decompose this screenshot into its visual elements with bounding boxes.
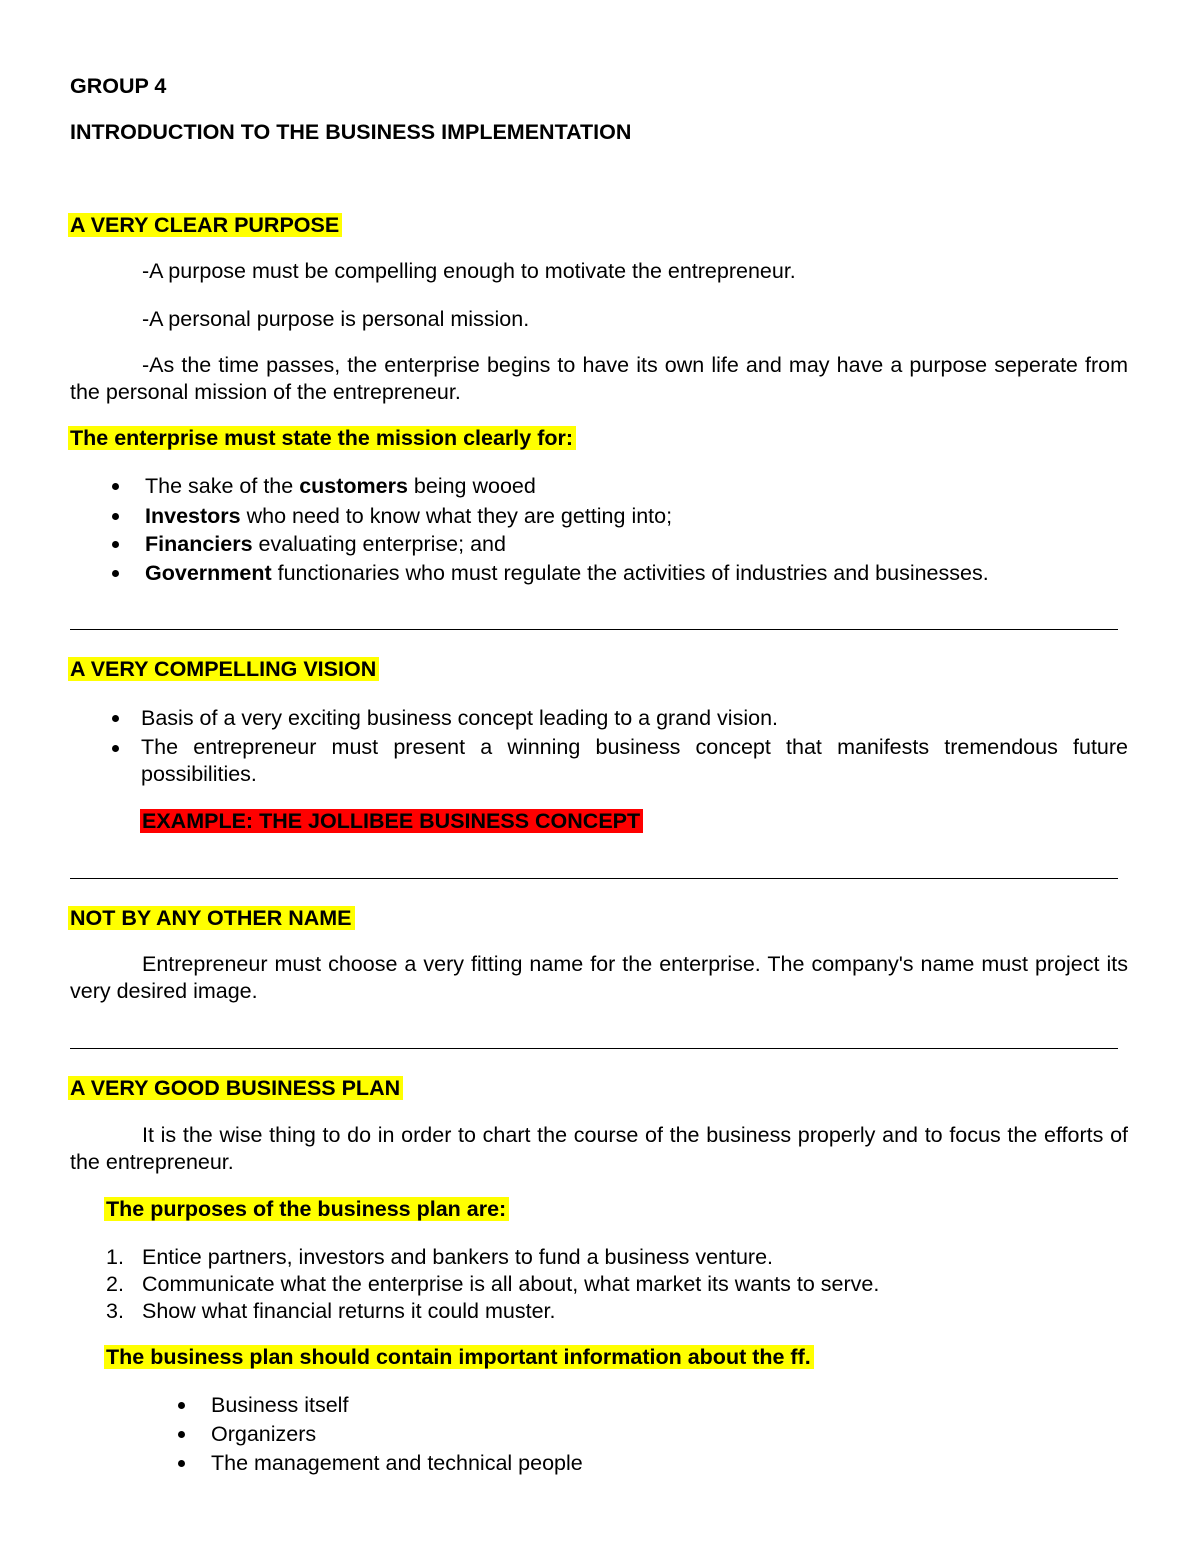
bullet-icon <box>112 715 119 722</box>
section-divider <box>70 878 1118 879</box>
heading-highlight: A VERY GOOD BUSINESS PLAN <box>68 1076 403 1100</box>
list-item-bold: Investors <box>145 504 241 528</box>
list-item-text: Entice partners, investors and bankers to fund a business venture. <box>142 1245 774 1269</box>
list-item-text: The entrepreneur must present a winning business concept that manifests tremendous future possibilities. <box>141 735 1128 786</box>
list-item <box>106 1297 555 1325</box>
list-item-bold: Government <box>145 561 272 585</box>
heading-highlight: A VERY CLEAR PURPOSE <box>68 213 342 237</box>
list-item-text: Business itself <box>211 1393 349 1417</box>
section-heading-name <box>70 906 355 931</box>
section-divider <box>70 1048 1118 1049</box>
section-heading-vision <box>70 657 379 682</box>
list-item-text: Basis of a very exciting business concept leading to a grand vision. <box>141 706 779 730</box>
list-item-text: Organizers <box>211 1422 317 1446</box>
example-highlight: EXAMPLE: THE JOLLIBEE BUSINESS CONCEPT <box>140 809 643 833</box>
contents-subheading <box>106 1345 814 1370</box>
document-title: INTRODUCTION TO THE BUSINESS IMPLEMENTATION <box>70 120 632 144</box>
bullet-icon <box>112 570 119 577</box>
list-item <box>106 1243 773 1271</box>
list-item-text: Communicate what the enterprise is all about, what market its wants to serve. <box>142 1272 880 1296</box>
list-item-number: 1. <box>106 1245 124 1269</box>
list-item-bold: customers <box>299 474 408 498</box>
heading-highlight: A VERY COMPELLING VISION <box>68 657 379 681</box>
list-item <box>112 704 778 732</box>
name-paragraph: Entrepreneur must choose a very fitting name for the enterprise. The company's name must project its very desired image. <box>70 952 1128 1003</box>
purpose-line-1: -A purpose must be compelling enough to motivate the entrepreneur. <box>142 259 796 283</box>
list-item <box>106 1270 879 1298</box>
purpose-paragraph: -As the time passes, the enterprise begins to have its own life and may have a purpose seperate from the personal mission of the entrepreneur. <box>70 353 1128 404</box>
bullet-icon <box>112 513 119 520</box>
bullet-icon <box>178 1402 185 1409</box>
list-item-text-post: evaluating enterprise; and <box>252 532 506 556</box>
purposes-subheading <box>106 1197 509 1222</box>
group-label: GROUP 4 <box>70 74 167 98</box>
section-heading-business-plan <box>70 1076 403 1101</box>
list-item <box>178 1391 348 1419</box>
list-item-text-pre: The sake of the <box>145 474 300 498</box>
business-plan-paragraph: It is the wise thing to do in order to chart the course of the business properly and to focus the efforts of the entrepreneur. <box>70 1123 1128 1174</box>
list-item <box>112 559 989 587</box>
bullet-icon <box>178 1431 185 1438</box>
bullet-icon <box>112 541 119 548</box>
bullet-icon <box>112 483 119 490</box>
list-item <box>178 1449 583 1477</box>
mission-subheading <box>70 426 576 451</box>
bullet-icon <box>178 1460 185 1467</box>
list-item <box>112 530 506 558</box>
list-item <box>112 502 672 530</box>
list-item-number: 3. <box>106 1299 124 1323</box>
list-item-text: Show what financial returns it could muster. <box>142 1299 556 1323</box>
section-divider <box>70 629 1118 630</box>
bullet-icon <box>112 745 119 752</box>
subheading-highlight: The enterprise must state the mission clearly for: <box>68 426 576 450</box>
section-heading-purpose <box>70 213 342 238</box>
list-item <box>178 1420 316 1448</box>
list-item-number: 2. <box>106 1272 124 1296</box>
purpose-line-2: -A personal purpose is personal mission. <box>142 307 530 331</box>
example-callout <box>142 809 643 834</box>
subheading-highlight: The business plan should contain important information about the ff. <box>104 1345 814 1369</box>
list-item-text-post: functionaries who must regulate the activities of industries and businesses. <box>271 561 989 585</box>
list-item <box>112 472 536 500</box>
list-item-text: The management and technical people <box>211 1451 583 1475</box>
list-item-bold: Financiers <box>145 532 253 556</box>
list-item-text-post: who need to know what they are getting into; <box>240 504 673 528</box>
list-item <box>112 734 1128 788</box>
list-item-text-post: being wooed <box>407 474 536 498</box>
heading-highlight: NOT BY ANY OTHER NAME <box>68 906 355 930</box>
subheading-highlight: The purposes of the business plan are: <box>104 1197 509 1221</box>
